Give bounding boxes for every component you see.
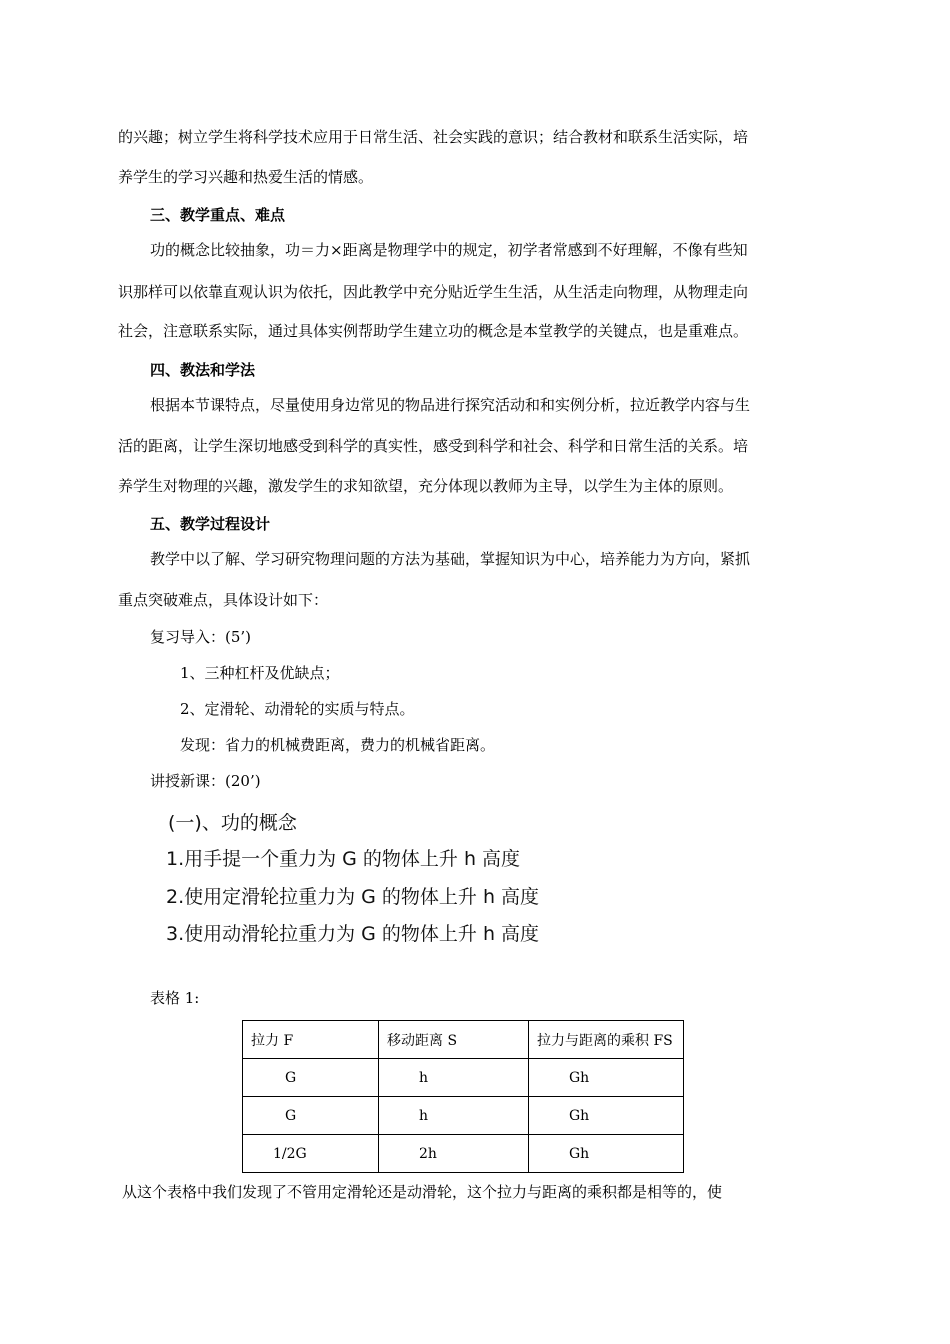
concept-item: 1.用手提一个重力为 G 的物体上升 h 高度 — [166, 848, 521, 870]
paragraph-line: 重点突破难点，具体设计如下： — [118, 591, 329, 609]
paragraph-line: 教学中以了解、学习研究物理问题的方法为基础，掌握知识为中心，培养能力为方向，紧抓 — [150, 550, 751, 568]
review-label: 复习导入：(5’) — [150, 628, 252, 646]
table-cell: Gh — [529, 1135, 684, 1173]
table-cell: h — [379, 1059, 529, 1097]
table-caption: 表格 1: — [150, 989, 200, 1007]
paragraph-line: 活的距离，让学生深切地感受到科学的真实性，感受到科学和社会、科学和日常生活的关系。培 — [118, 437, 749, 455]
new-lesson-label: 讲授新课：(20’) — [150, 772, 261, 790]
concept-item: 2.使用定滑轮拉重力为 G 的物体上升 h 高度 — [166, 886, 540, 908]
section-heading-4: 四、教法和学法 — [150, 361, 256, 379]
header-cell: 拉力与距离的乘积 FS — [529, 1021, 684, 1059]
header-cell: 拉力 F — [243, 1021, 379, 1059]
paragraph-line: 社会，注意联系实际，通过具体实例帮助学生建立功的概念是本堂教学的关键点，也是重难点。 — [118, 322, 749, 340]
section-heading-3: 三、教学重点、难点 — [150, 206, 286, 224]
table-cell: h — [379, 1097, 529, 1135]
concept-title: (一)、功的概念 — [168, 812, 297, 834]
discovery-note: 发现：省力的机械费距离，费力的机械省距离。 — [180, 736, 496, 754]
paragraph-line: 根据本节课特点，尽量使用身边常见的物品进行探究活动和和实例分析，拉近教学内容与生 — [150, 396, 751, 414]
force-distance-table — [242, 1020, 684, 1173]
table-cell: 1/2G — [243, 1135, 379, 1173]
table-cell: Gh — [529, 1097, 684, 1135]
table-row — [243, 1135, 684, 1173]
table-row — [243, 1059, 684, 1097]
paragraph-line: 识那样可以依靠直观认识为依托，因此教学中充分贴近学生生活，从生活走向物理，从物理走向 — [118, 283, 749, 301]
table-cell: G — [243, 1059, 379, 1097]
paragraph-line: 养学生对物理的兴趣，激发学生的求知欲望，充分体现以教师为主导，以学生为主体的原则。 — [118, 477, 734, 495]
review-item: 1、三种杠杆及优缺点； — [180, 664, 340, 682]
concept-item: 3.使用动滑轮拉重力为 G 的物体上升 h 高度 — [166, 923, 540, 945]
table-row — [243, 1097, 684, 1135]
paragraph-line: 功的概念比较抽象，功＝力×距离是物理学中的规定，初学者常感到不好理解，不像有些知 — [150, 241, 748, 259]
table-cell: G — [243, 1097, 379, 1135]
header-cell: 移动距离 S — [379, 1021, 529, 1059]
paragraph-line: 的兴趣；树立学生将科学技术应用于日常生活、社会实践的意识；结合教材和联系生活实际，培 — [118, 128, 749, 146]
table-cell: 2h — [379, 1135, 529, 1173]
review-item: 2、定滑轮、动滑轮的实质与特点。 — [180, 700, 415, 718]
paragraph-line: 养学生的学习兴趣和热爱生活的情感。 — [118, 168, 374, 186]
section-heading-5: 五、教学过程设计 — [150, 515, 271, 533]
table-header-row — [243, 1021, 684, 1059]
table-cell: Gh — [529, 1059, 684, 1097]
conclusion-line: 从这个表格中我们发现了不管用定滑轮还是动滑轮，这个拉力与距离的乘积都是相等的，使 — [122, 1183, 723, 1201]
